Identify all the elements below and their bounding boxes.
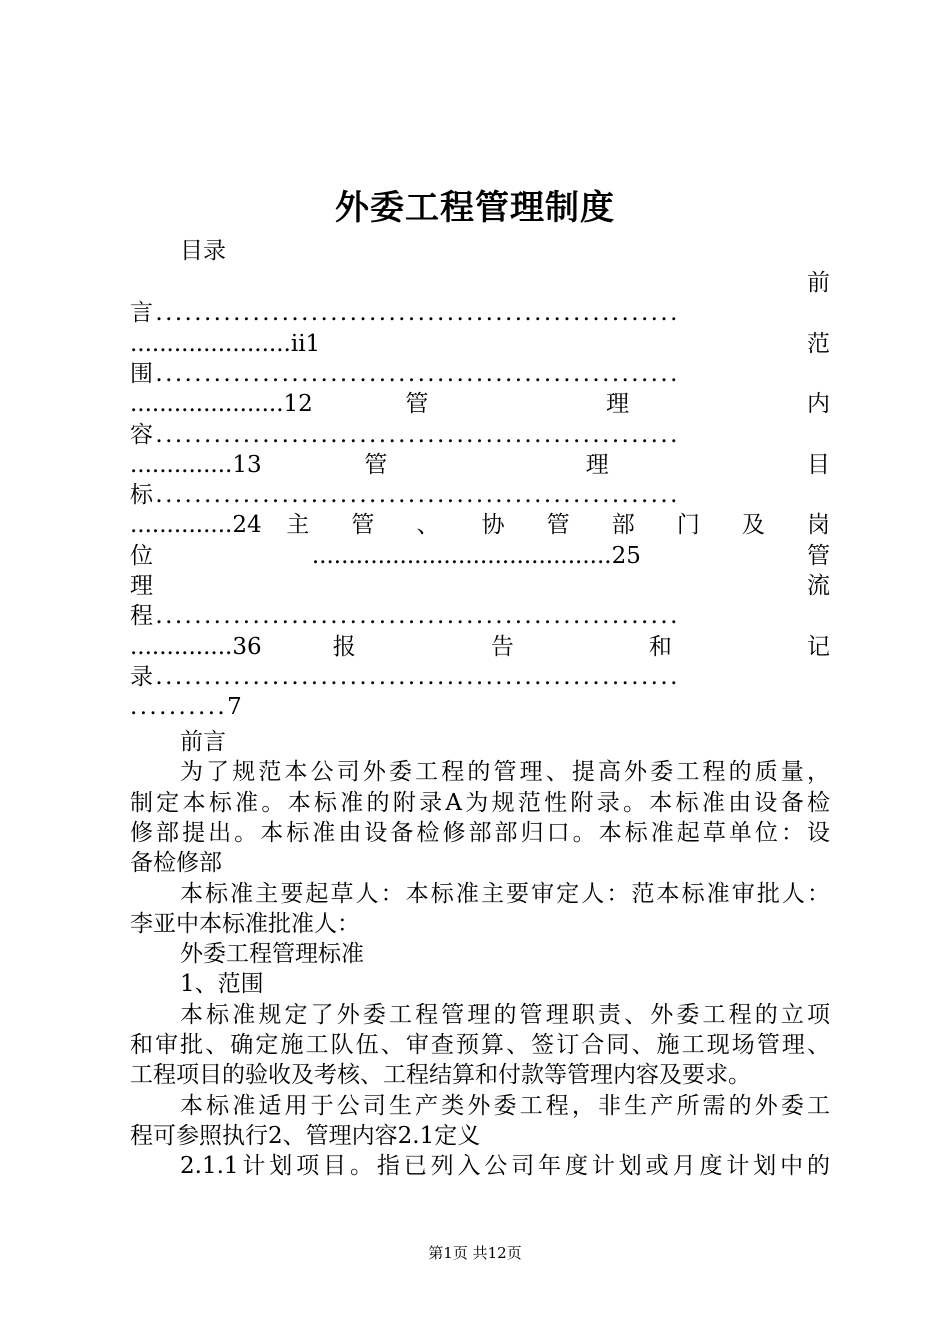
toc-line: ..............36 报 告 和 记 [130, 633, 830, 660]
page-footer: 第1页 共12页 [428, 1244, 522, 1262]
toc-line: 程...................................................... [130, 603, 680, 630]
body-line: 制定本标准。本标准的附录A为规范性附录。本标准由设备检 [130, 789, 830, 816]
toc-line: 位.........................................25 管 [130, 542, 830, 569]
body-line: 2.1.1计划项目。指已列入公司年度计划或月度计划中的 [180, 1153, 830, 1180]
body-line: 1、范围 [180, 971, 264, 998]
document-title: 外委工程管理制度 [335, 188, 615, 228]
toc-line: 围...................................................... [130, 360, 680, 387]
body-line: 本标准主要起草人：本标准主要审定人：范本标准审批人： [180, 880, 830, 907]
body-line: 李亚中本标准批准人： [130, 910, 360, 937]
body-line: 工程项目的验收及考核、工程结算和付款等管理内容及要求。 [130, 1062, 751, 1089]
toc-line: 言...................................................... [130, 300, 680, 327]
body-line: 本标准规定了外委工程管理的管理职责、外委工程的立项 [180, 1001, 830, 1028]
body-line: 和审批、确定施工队伍、审查预算、签订合同、施工现场管理、 [130, 1032, 830, 1058]
toc-line: 录...................................................... [130, 663, 680, 690]
body-line: 本标准适用于公司生产类外委工程，非生产所需的外委工 [180, 1092, 830, 1119]
body-line: 为了规范本公司外委工程的管理、提高外委工程的质量， [180, 759, 830, 786]
toc-line: ......................ii1 范 [130, 330, 830, 357]
toc-heading: 目录 [180, 238, 226, 264]
toc-line: 理 流 [130, 573, 830, 599]
body-line: 前言 [180, 729, 226, 755]
body-line: 外委工程管理标准 [180, 941, 364, 968]
toc-line: 前 [807, 270, 830, 296]
toc-line: ..........7 [130, 694, 245, 721]
body-line: 程可参照执行2、管理内容2.1定义 [130, 1122, 481, 1149]
toc-line: 标...................................................... [130, 482, 680, 509]
toc-line: ..............24 主 管 、 协 管 部 门 及 岗 [130, 512, 830, 539]
toc-line: .....................12 管 理 内 [130, 391, 830, 418]
body-line: 备检修部 [130, 850, 222, 877]
toc-line: 容...................................................... [130, 421, 680, 448]
body-line: 修部提出。本标准由设备检修部部归口。本标准起草单位：设 [130, 819, 830, 846]
toc-line: ..............13 管 理 目 [130, 451, 830, 478]
